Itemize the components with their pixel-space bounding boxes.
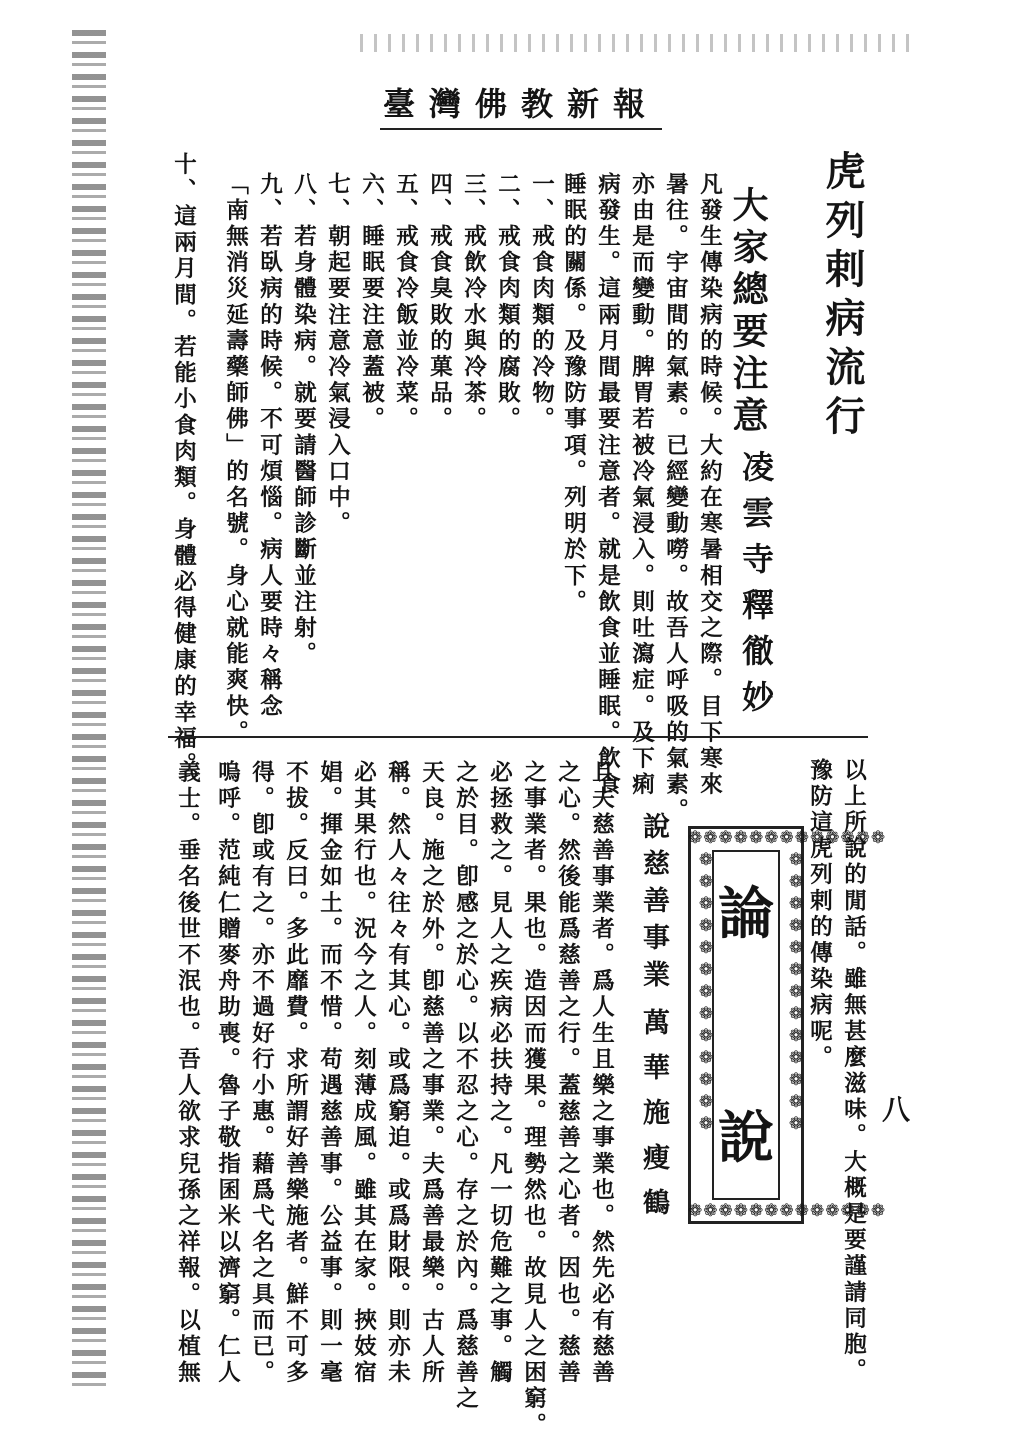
article2-body-line: 必其果行也。況今之人。刻薄成風。雖其在家。挾妓宿 (350, 760, 377, 1387)
article1-body-line: 亦由是而變動。脾胃若被冷氣浸入。則吐瀉症。及下痢 (628, 172, 655, 799)
section-ornament-top: ❁❁❁❁❁❁❁❁❁❁❁❁❁ (688, 828, 887, 848)
article1-body-line: 暑往。宇宙間的氣素。已經變動嘮。故吾人呼吸的氣素。 (662, 172, 689, 825)
article1-rule-item: 七、朝起要注意冷氣浸入口中。 (324, 172, 351, 538)
article1-rule-item: 十、這兩月間。若能小食肉類。身體必得健康的幸福。 (170, 152, 197, 779)
section-ornament-right: ❁❁❁❁❁❁❁❁❁❁❁❁❁ (786, 850, 806, 1136)
article2-body-line: 之心。然後能爲慈善之行。蓋慈善之心者。因也。慈善 (554, 760, 581, 1387)
article2-body-line: 義士。垂名後世不泯也。吾人欲求兒孫之祥報。以植無 (174, 760, 201, 1387)
article1-rule-item: 九、若臥病的時候。不可煩惱。病人要時々稱念 (256, 172, 283, 721)
article1-rule-item: 一、戒食肉類的冷物。 (528, 172, 555, 433)
article2-body-line: 娼。揮金如土。而不惜。苟遇慈善事。公益事。則一毫 (316, 760, 343, 1387)
article1-closing-line: 以上所說的閒話。雖無甚麼滋味。大概是要謹請同胞。 (840, 758, 867, 1385)
article1-subtitle: 大家總要注意 (727, 186, 769, 438)
article2-body-line: 之事業者。果也。造因而獲果。理勢然也。故見人之困窮。 (520, 760, 547, 1439)
article2-author: 萬華施瘦鶴 (638, 1008, 669, 1233)
binding-edge-scan-artifact (72, 30, 106, 1390)
article2-body-line: 稱。然人々往々有其心。或爲窮迫。或爲財限。則亦未 (384, 760, 411, 1387)
article1-rule-item: 三、戒飲冷水與冷茶。 (460, 172, 487, 433)
section-ornament-left: ❁❁❁❁❁❁❁❁❁❁❁❁❁ (696, 850, 716, 1136)
scan-noise (360, 34, 920, 52)
article2-body-line: 不拔。反曰。多此靡費。求所謂好善樂施者。鮮不可多 (282, 760, 309, 1387)
article1-rule-item: 「南無消災延壽藥師佛」的名號。身心就能爽快。 (222, 172, 249, 747)
article2-body-line: 得。卽或有之。亦不過好行小惠。藉爲弋名之具而已。 (248, 760, 275, 1387)
article1-body-line: 凡發生傳染病的時候。大約在寒暑相交之際。目下寒來 (696, 172, 723, 799)
article2-body-line: 且夫慈善事業者。爲人生且樂之事業也。然先必有慈善 (588, 760, 615, 1387)
article1-rule-item: 二、戒食肉類的腐敗。 (494, 172, 521, 433)
article1-body-line: 病發生。這兩月間最要注意者。就是飲食並睡眠。飲食 (594, 172, 621, 799)
article1-rule-item: 六、睡眠要注意蓋被。 (358, 172, 385, 433)
article1-rule-item: 四、戒食臭敗的菓品。 (426, 172, 453, 433)
article2-title: 說慈善事業 (638, 812, 669, 997)
article1-closing-line: 豫防這虎列剌的傳染病呢。 (806, 758, 833, 1072)
masthead: 臺灣佛教新報 (380, 84, 662, 130)
section-heading-char: 論 (718, 881, 774, 947)
article1-rule-item: 八、若身體染病。就要請醫師診斷並注射。 (290, 172, 317, 668)
section-heading-char: 說 (718, 1105, 774, 1171)
article1-author: 凌雲寺釋徹妙 (737, 450, 775, 726)
article2-body-line: 之於目。卽感之於心。以不忍之心。存之於內。爲慈善之 (452, 760, 479, 1413)
article2-body-line: 嗚呼。范純仁贈麥舟助喪。魯子敬指囷米以濟窮。仁人 (214, 760, 241, 1387)
article1-title: 虎列剌病流行 (819, 150, 866, 444)
article2-body-line: 必拯救之。見人之疾病必扶持之。凡一切危難之事。觸 (486, 760, 513, 1387)
section-divider (168, 736, 868, 738)
section-ornament-bottom: ❁❁❁❁❁❁❁❁❁❁❁❁❁ (688, 1201, 887, 1221)
article1-body-line: 睡眠的關係。及豫防事項。列明於下。 (560, 172, 587, 616)
article2-body-line: 天良。施之於外。卽慈善之事業。夫爲善最樂。古人所 (418, 760, 445, 1387)
page-number: 八 (882, 1093, 911, 1126)
article1-rule-item: 五、戒食冷飯並冷菜。 (392, 172, 419, 433)
